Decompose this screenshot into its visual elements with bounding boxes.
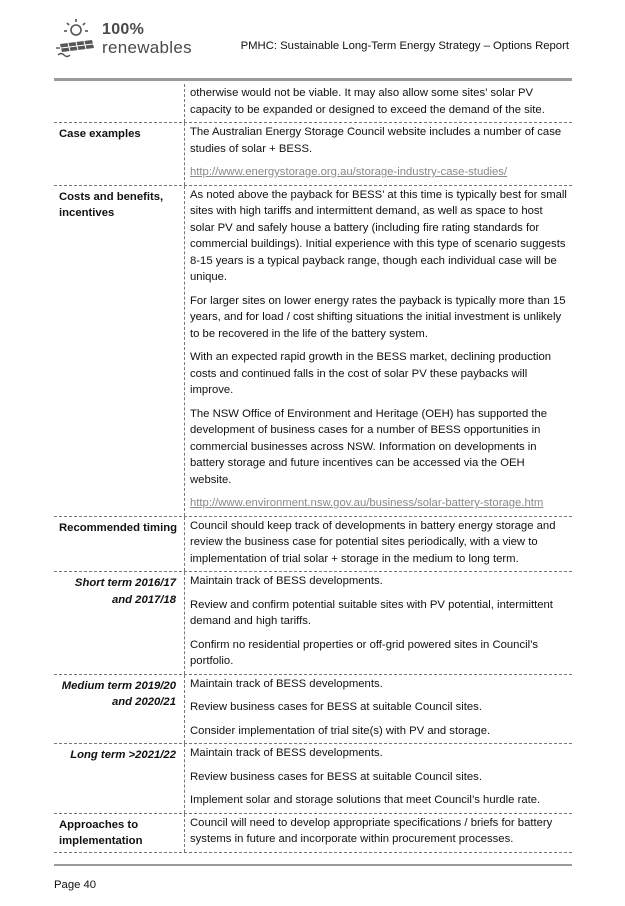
- table-row: [54, 572, 572, 675]
- row-label: Approaches to implementation: [59, 818, 143, 847]
- row-label: Medium term 2019/20 and 2020/21: [61, 679, 176, 708]
- table-row: [54, 186, 572, 517]
- paragraph: Review business cases for BESS at suitable Council sites.: [190, 701, 482, 713]
- page-number: Page 40: [54, 879, 97, 891]
- row-label: [54, 84, 184, 122]
- reference-link[interactable]: http://www.energystorage.org.au/storage-industry-case-studies/: [190, 166, 508, 178]
- paragraph: Implement solar and storage solutions that meet Council’s hurdle rate.: [190, 794, 541, 806]
- row-label: Case examples: [59, 128, 141, 140]
- table-row: [54, 744, 572, 814]
- table-row: [54, 517, 572, 573]
- reference-link[interactable]: http://www.environment.nsw.gov.au/business/solar-battery-storage.htm: [190, 497, 544, 509]
- paragraph: otherwise would not be viable. It may also allow some sites’ solar PV capacity to be expanded or designed to exceed the demand of the site.: [190, 87, 545, 116]
- paragraph: As noted above the payback for BESS’ at this time is typically best for small sites with high tariffs and intermittent demand, as well as space to host solar PV and safely house a battery (including fire rating standards for commercial buildings). Initial experience with this type of scenario suggests 8-15 years is a typical payback range, though each individual case will be unique.: [190, 188, 567, 283]
- row-label: Costs and benefits, incentives: [59, 190, 164, 219]
- paragraph: The Australian Energy Storage Council website includes a number of case studies of solar + BESS.: [190, 126, 562, 155]
- paragraph: With an expected rapid growth in the BESS market, declining production costs and continued falls in the cost of solar PV these paybacks will improve.: [190, 351, 552, 396]
- paragraph: Maintain track of BESS developments.: [190, 677, 383, 690]
- logo-text-line1: 100%: [102, 21, 145, 38]
- paragraph: Confirm no residential properties or off-grid powered sites in Council’s portfolio.: [190, 638, 539, 667]
- table-row: [54, 675, 572, 745]
- row-content: [184, 814, 572, 852]
- paragraph: For larger sites on lower energy rates the payback is typically more than 15 years, and for load / cost shifting situations the initial investment is unlikely to be recovered in the life of the battery system.: [190, 294, 566, 340]
- paragraph: Maintain track of BESS developments.: [190, 747, 383, 759]
- footer-divider: [54, 864, 572, 866]
- row-label: Recommended timing: [59, 521, 178, 534]
- table-row: [54, 84, 572, 123]
- row-content: [184, 123, 572, 185]
- paragraph: Review business cases for BESS at suitable Council sites.: [190, 770, 482, 783]
- logo: [54, 18, 214, 58]
- table-row: [54, 814, 572, 853]
- header-divider: [54, 78, 572, 81]
- logo-text-line2: renewables: [102, 38, 192, 57]
- table-row: [54, 123, 572, 186]
- paragraph: Council will need to develop appropriate specifications / briefs for battery systems in future and incorporate within procurement processes.: [190, 816, 553, 845]
- row-label: Short term 2016/17 and 2017/18: [74, 577, 176, 606]
- paragraph: Council should keep track of developments in battery energy storage and review the business case for potential sites periodically, with a view to implementation of trial solar + storage in the medium to long term.: [190, 519, 556, 565]
- paragraph: Review and confirm potential suitable sites with PV potential, intermittent demand and high tariffs.: [190, 598, 553, 627]
- row-content: [184, 84, 572, 122]
- paragraph: The NSW Office of Environment and Heritage (OEH) has supported the development of business cases for a number of BESS opportunities in commercial businesses across NSW. Information on developments in battery storage and future incentives can be accessed via the OEH website.: [190, 407, 548, 486]
- row-label: Long term >2021/22: [70, 749, 176, 761]
- row-content: [184, 572, 572, 674]
- document-title: PMHC: Sustainable Long-Term Energy Strategy – Options Report: [240, 40, 569, 52]
- sun-panel-icon: [54, 18, 100, 58]
- paragraph: Maintain track of BESS developments.: [190, 575, 383, 587]
- row-content: [184, 186, 572, 516]
- row-content: [184, 744, 572, 813]
- row-content: [184, 675, 572, 744]
- row-content: [184, 517, 572, 572]
- options-table: [54, 84, 572, 853]
- paragraph: Consider implementation of trial site(s) with PV and storage.: [190, 724, 491, 737]
